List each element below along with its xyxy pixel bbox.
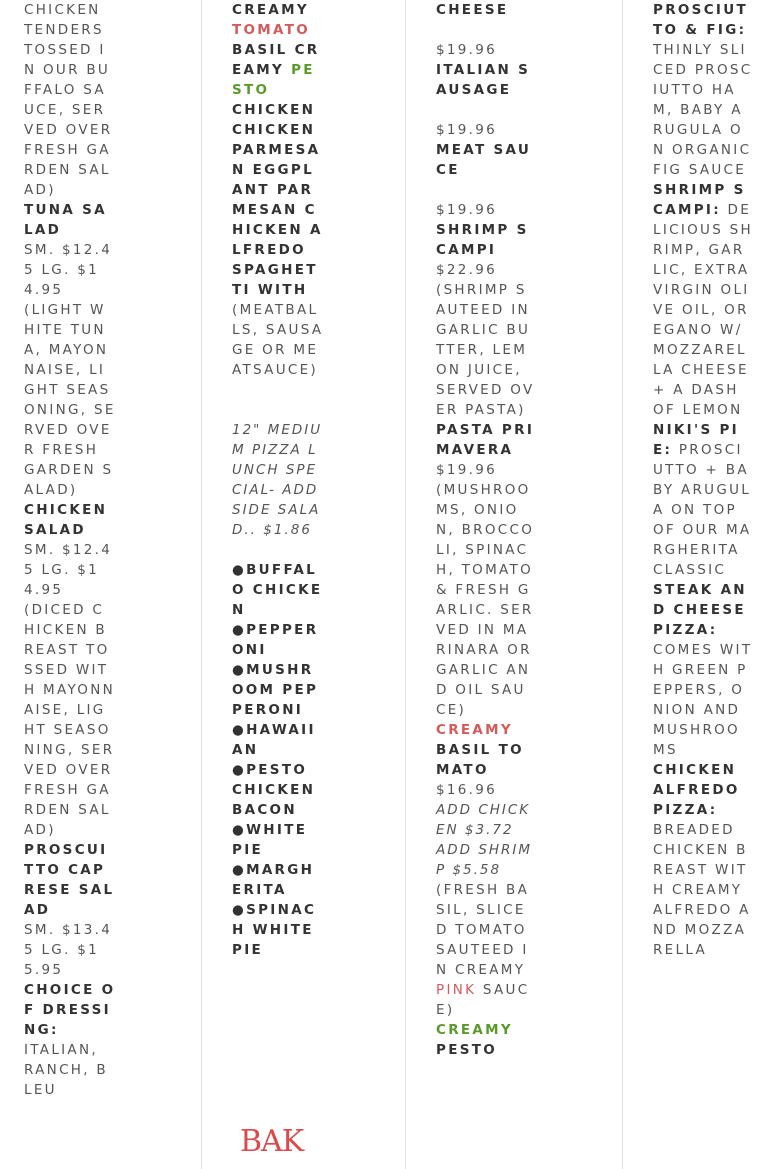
pizza-item: ●MARGHERITA <box>232 862 315 898</box>
pizza-lunch-special: 12" MEDIUM PIZZA LUNCH SPECIAL- ADD SIDE SALAD.. $1.86 <box>232 422 323 538</box>
menu-column-pasta-pizza <box>232 0 324 960</box>
proscuitto-salad-title: PROSCUITTO CAPRESE SALAD <box>24 842 115 918</box>
basil-label: BASIL CREAMY <box>232 42 320 78</box>
pizza-list <box>232 560 324 960</box>
shrimp-scampi-price: $22.96 <box>436 262 498 278</box>
creamy-label: CREAMY <box>232 2 309 18</box>
dressing-title: CHOICE OF DRESSING: <box>24 982 116 1038</box>
pizza-item: ●MUSHROOM PEPPERONI <box>232 662 319 718</box>
meat-sauce-title: MEAT SAUCE <box>436 142 532 178</box>
prosciutto-fig-desc: THINLY SLICED PROSCIUTTO HAM, BABY ARUGULA ON ORGANIC FIG SAUCE <box>653 42 753 178</box>
pizza-item: ●HAWAIIAN <box>232 722 316 758</box>
cheese-price: $19.96 <box>436 42 498 58</box>
menu-column-specialty-pizza <box>653 0 753 960</box>
shrimp-scampi-title: SHRIMP SCAMPI <box>436 222 529 258</box>
spaghetti-desc: (MEATBALLS, SAUSAGE OR MEATSAUCE) <box>232 302 324 378</box>
menu-column-salads <box>24 0 116 1100</box>
bt-desc-1: (FRESH BASIL, SLICED TOMATO SAUTEED IN CREAMY <box>436 882 530 978</box>
steak-cheese-title: STEAK AND CHEESE PIZZA: <box>653 582 747 638</box>
chicken-salad-price: SM. $12.45 LG. $14.95 <box>24 542 113 598</box>
column-divider-3 <box>622 0 623 1169</box>
add-shrimp: ADD SHRIMP $5.58 <box>436 842 533 878</box>
creamy-pesto-creamy: CREAMY <box>436 1022 513 1038</box>
pizza-item: ●PEPPERONI <box>232 622 319 658</box>
pasta-primavera-desc: (MUSHROOMS, ONION, BROCCOLI, SPINACH, TOMATO & FRESH GARLIC. SERVED IN MARINARA OR GARLIC AND OIL SAUCE) <box>436 482 535 718</box>
pasta-primavera-price: $19.96 <box>436 462 498 478</box>
tuna-salad-title: TUNA SALAD <box>24 202 107 238</box>
tomato-label: TOMATO <box>232 22 311 38</box>
pesto-label: PESTO <box>232 62 315 98</box>
chicken-alfredo-pizza-desc: BREADED CHICKEN BREAST WITH CREAMY ALFREDO AND MOZZARELLA <box>653 822 751 958</box>
bt-desc-2: SAUCE) <box>436 982 530 1018</box>
shrimp-scampi-pizza <box>653 180 753 420</box>
nikis-pie-desc: PROSCIUTTO + BABY ARUGULA ON TOP OF OUR MARGHERITA CLASSIC <box>653 442 752 578</box>
add-chicken: ADD CHICKEN $3.72 <box>436 802 531 838</box>
bakery-logo: BAK <box>240 1124 304 1159</box>
pizza-item: ●PESTO CHICKEN BACON <box>232 762 316 818</box>
pasta-items: CHICKEN CHICKEN PARMESAN EGGPLANT PARMESAN CHICKEN ALFREDO SPAGHETTI WITH <box>232 102 323 298</box>
meat-sauce-price: $19.96 <box>436 202 498 218</box>
prosciutto-fig-title: PROSCIUTTO & FIG: <box>653 2 748 38</box>
shrimp-scampi-pizza-title: SHRIMP SCAMPI: <box>653 182 746 218</box>
chicken-salad-desc: (DICED CHICKEN BREAST TOSSED WITH MAYONNAISE, LIGHT SEASONING, SERVED OVER FRESH GARDEN SALAD) <box>24 602 116 838</box>
shrimp-scampi-desc: (SHRIMP SAUTEED IN GARLIC BUTTER, LEMON JUICE, SERVED OVER PASTA) <box>436 282 535 418</box>
steak-cheese-desc: COMES WITH GREEN PEPPERS, ONION AND MUSHROOMS <box>653 642 753 758</box>
pizza-item: ●WHITE PIE <box>232 822 308 858</box>
menu-column-pasta-entrees <box>436 0 536 1060</box>
chicken-alfredo-pizza-title: CHICKEN ALFREDO PIZZA: <box>653 762 740 818</box>
column-divider-1 <box>201 0 202 1169</box>
creamy-basil-tomato-desc <box>436 880 536 1020</box>
nikis-pie <box>653 420 753 580</box>
shrimp-scampi-pizza-desc: DELICIOUS SHRIMP, GARLIC, EXTRA VIRGIN OLIVE OIL, OREGANO W/ MOZZARELLA CHEESE + A DASH OF LEMON <box>653 202 753 418</box>
salad-desc-buffalo: CHICKEN TENDERS TOSSED IN OUR BUFFALO SAUCE, SERVED OVER FRESH GARDEN SALAD) <box>24 2 113 198</box>
italian-sausage-title: ITALIAN SAUSAGE <box>436 62 531 98</box>
column-divider-2 <box>405 0 406 1169</box>
italian-sausage-price: $19.96 <box>436 122 498 138</box>
pizza-item: ●SPINACH WHITE PIE <box>232 902 317 958</box>
pink-label: PINK <box>436 982 477 998</box>
creamy-basil-tomato-creamy: CREAMY <box>436 722 513 738</box>
dressing-desc: ITALIAN, RANCH, BLEU <box>24 1042 108 1098</box>
creamy-basil-tomato-title: BASIL TOMATO <box>436 742 524 778</box>
proscuitto-salad-price: SM. $13.45 LG. $15.95 <box>24 922 113 978</box>
pasta-style-list <box>232 0 324 100</box>
tuna-salad-desc: (LIGHT WHITE TUNA, MAYONNAISE, LIGHT SEASONING, SERVED OVER FRESH GARDEN SALAD) <box>24 302 116 498</box>
pizza-item: ●BUFFALO CHICKEN <box>232 562 323 618</box>
tuna-salad-price: SM. $12.45 LG. $14.95 <box>24 242 113 298</box>
nikis-pie-title: NIKI'S PIE: <box>653 422 739 458</box>
chicken-salad-title: CHICKEN SALAD <box>24 502 108 538</box>
cheese-title: CHEESE <box>436 2 509 18</box>
creamy-basil-tomato-price: $16.96 <box>436 782 498 798</box>
creamy-pesto-title: PESTO <box>436 1042 498 1058</box>
pasta-primavera-title: PASTA PRIMAVERA <box>436 422 535 458</box>
